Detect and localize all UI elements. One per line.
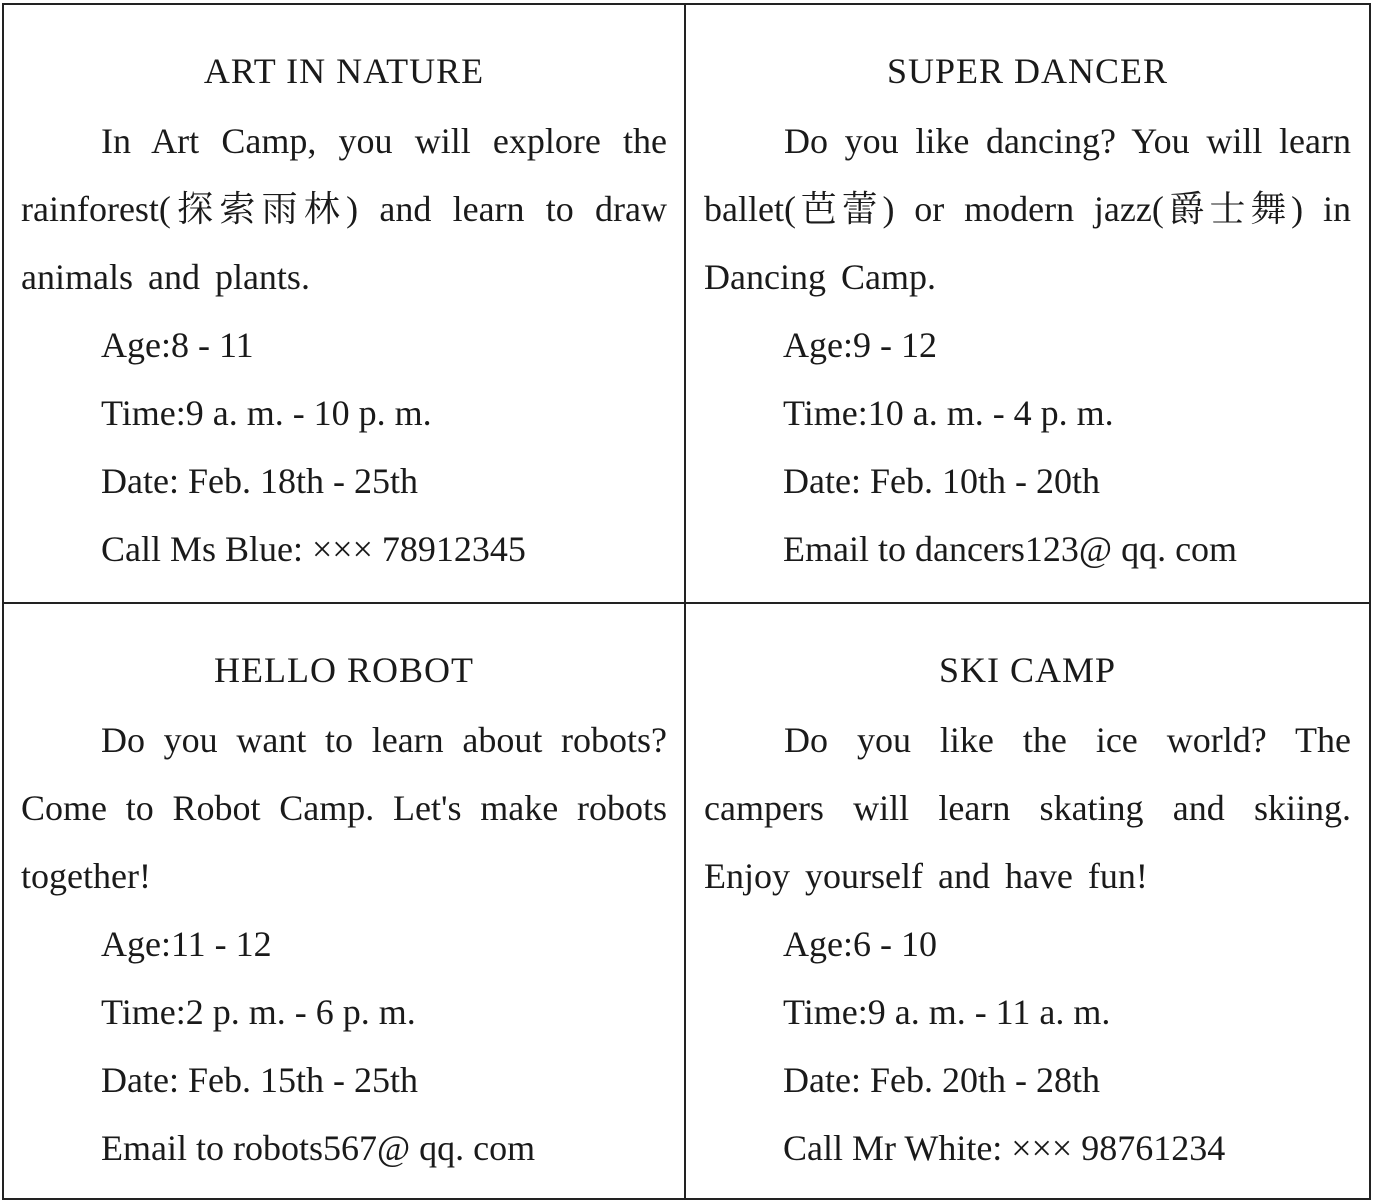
camp-description: Do you want to learn about robots? Come to Robot Camp. Let's make robots together! xyxy=(21,720,667,896)
camp-age: Age:6 - 10 xyxy=(783,924,937,964)
camp-time: Time:10 a. m. - 4 p. m. xyxy=(783,393,1114,433)
camp-title: HELLO ROBOT xyxy=(214,650,474,690)
camp-time: Time:9 a. m. - 10 p. m. xyxy=(101,393,432,433)
camp-date: Date: Feb. 15th - 25th xyxy=(101,1060,418,1100)
camp-details xyxy=(101,311,674,583)
camp-card-super-dancer xyxy=(686,5,1369,604)
camp-time: Time:9 a. m. - 11 a. m. xyxy=(783,992,1111,1032)
camp-ads-grid xyxy=(2,3,1371,1200)
camp-details xyxy=(101,910,674,1182)
camp-age: Age:11 - 12 xyxy=(101,924,272,964)
camp-contact: Call Mr White: ××× 98761234 xyxy=(783,1128,1226,1168)
camp-title: ART IN NATURE xyxy=(203,51,485,91)
camp-card-art-in-nature xyxy=(4,5,686,604)
camp-date: Date: Feb. 18th - 25th xyxy=(101,461,418,501)
camp-time: Time:2 p. m. - 6 p. m. xyxy=(101,992,416,1032)
camp-contact: Email to dancers123@ qq. com xyxy=(783,529,1238,569)
camp-card-ski-camp xyxy=(686,604,1369,1198)
camp-age: Age:9 - 12 xyxy=(783,325,937,365)
camp-title: SKI CAMP xyxy=(938,650,1117,690)
camp-description: In Art Camp, you will explore the rainforest(探索雨林) and learn to draw animals and plants. xyxy=(21,121,667,297)
camp-details xyxy=(783,311,1359,583)
camp-details xyxy=(783,910,1359,1182)
camp-date: Date: Feb. 20th - 28th xyxy=(783,1060,1100,1100)
camp-date: Date: Feb. 10th - 20th xyxy=(783,461,1100,501)
camp-contact: Call Ms Blue: ××× 78912345 xyxy=(101,529,526,569)
camp-description: Do you like the ice world? The campers will learn skating and skiing. Enjoy yourself and have fun! xyxy=(704,720,1351,896)
camp-card-hello-robot xyxy=(4,604,686,1198)
camp-description: Do you like dancing? You will learn ballet(芭蕾) or modern jazz(爵士舞) in Dancing Camp. xyxy=(704,121,1351,297)
camp-title: SUPER DANCER xyxy=(886,51,1169,91)
camp-age: Age:8 - 11 xyxy=(101,325,254,365)
camp-contact: Email to robots567@ qq. com xyxy=(101,1128,536,1168)
